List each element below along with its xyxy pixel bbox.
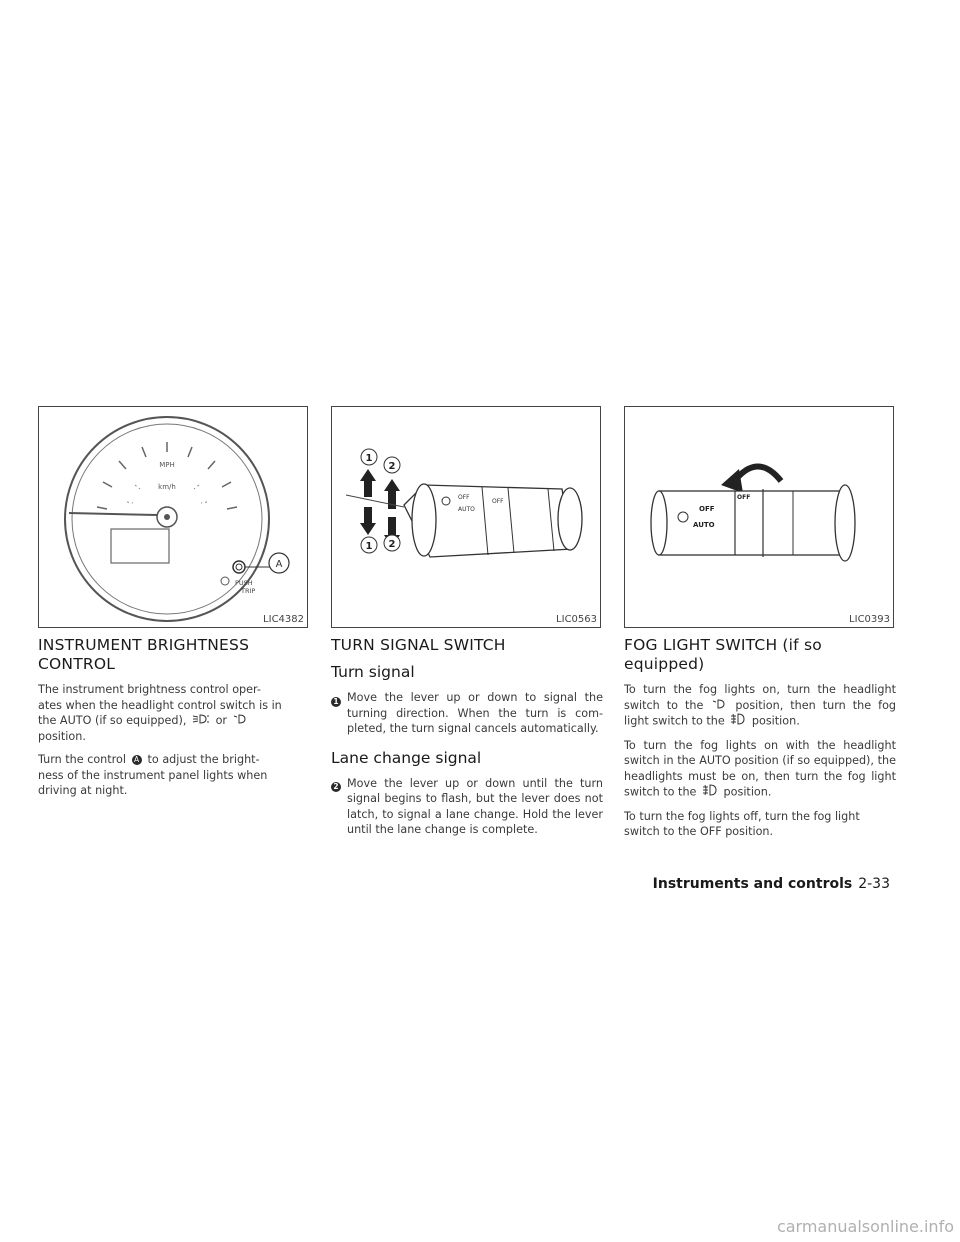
off2-label: OFF — [492, 498, 504, 505]
page-number: 2-33 — [858, 876, 890, 892]
p1-pre: To turn the fog lights on, turn the headlight switch to the — [624, 683, 896, 712]
mph-label: MPH — [159, 461, 175, 469]
turn-signal-illustration — [332, 407, 602, 629]
p1-line-b: ates when the headlight control switch is in — [38, 698, 282, 712]
arrow-1-bottom-label: 1 — [365, 541, 373, 552]
step-1-text: Move the lever up or down to signal the turning direction. When the turn is com-pleted, the turn signal cancels automatically. — [347, 691, 603, 735]
auto-label: AUTO — [693, 521, 715, 529]
column-fog-light — [624, 636, 896, 848]
watermark: carmanualsonline.info — [776, 1217, 954, 1236]
p1-line-a: The instrument brightness control oper- — [38, 683, 261, 696]
callout-a-label: A — [275, 559, 283, 570]
step-1 — [331, 690, 603, 737]
p2-line-c: driving at night. — [38, 784, 128, 798]
section-name: Instruments and controls — [652, 876, 853, 892]
fog-light-icon — [730, 713, 746, 730]
arrow-2-bottom-label: 2 — [388, 539, 396, 550]
trip-label: TRIP — [241, 587, 256, 595]
p1-line-c: the AUTO (if so equipped), — [38, 714, 187, 727]
figure-fog-light-switch — [624, 406, 894, 628]
off-label: OFF — [699, 505, 715, 513]
kmh-label: km/h — [158, 483, 176, 491]
subsection-lane-change: Lane change signal — [331, 748, 482, 767]
p2-post: position. — [723, 785, 772, 799]
paragraph-3: To turn the fog lights off, turn the fog light switch to the OFF position. — [624, 809, 860, 839]
push-label: PUSH — [235, 579, 253, 587]
p2-pre: To turn the fog lights on with the headlight switch in the AUTO position (if so equipped), the headlights must be on, then turn the fog light switch to the — [624, 738, 896, 799]
off-label: OFF — [458, 494, 470, 501]
arrow-1-top-label: 1 — [365, 453, 373, 464]
off2-label: OFF — [737, 494, 751, 501]
p2-line-b: ness of the instrument panel lights when — [38, 768, 268, 782]
figure-turn-signal-lever — [331, 406, 601, 628]
step-2-number: 2 — [331, 782, 341, 792]
speedometer-illustration — [39, 407, 309, 629]
subsection-turn-signal: Turn signal — [331, 663, 415, 681]
figure-code: LIC0393 — [849, 614, 890, 625]
fog-light-icon — [702, 784, 718, 801]
step-1-number: 1 — [331, 697, 341, 707]
paragraph-1 — [624, 682, 896, 730]
section-title — [38, 636, 310, 674]
paragraph-1 — [38, 682, 310, 744]
figure-code: LIC4382 — [263, 614, 304, 625]
arrow-2-top-label: 2 — [388, 461, 396, 472]
parking-light-icon — [233, 713, 247, 729]
marker-a: A — [132, 755, 142, 765]
p1-line-d: position. — [38, 729, 86, 743]
step-2-text: Move the lever up or down until the turn signal begins to flash, but the lever does not latch, to signal a lane change. Hold the lever until the lane change is complete. — [347, 776, 603, 836]
figure-instrument-cluster — [38, 406, 308, 628]
title-line-1: INSTRUMENT BRIGHTNESS — [38, 636, 250, 654]
column-instrument-brightness — [38, 636, 310, 807]
auto-label: AUTO — [458, 506, 475, 513]
p1-or: or — [215, 714, 228, 727]
headlight-icon — [712, 698, 726, 714]
step-2 — [331, 776, 603, 838]
p2-pre: Turn the control — [38, 753, 126, 767]
figure-code: LIC0563 — [556, 614, 597, 625]
column-turn-signal — [331, 636, 603, 850]
paragraph-2 — [38, 752, 310, 799]
paragraph-2 — [624, 738, 896, 801]
p1-mid: position, then turn the fog light switch to the — [624, 698, 897, 728]
low-beam-icon — [192, 713, 210, 729]
p2-post: to adjust the bright- — [147, 753, 260, 767]
p1-post: position. — [751, 714, 800, 728]
fog-light-illustration — [625, 407, 895, 629]
title-line-2: CONTROL — [38, 655, 116, 673]
section-title: TURN SIGNAL SWITCH — [331, 636, 506, 654]
page-footer — [653, 876, 890, 892]
section-title: FOG LIGHT SWITCH (if so equipped) — [624, 636, 822, 673]
